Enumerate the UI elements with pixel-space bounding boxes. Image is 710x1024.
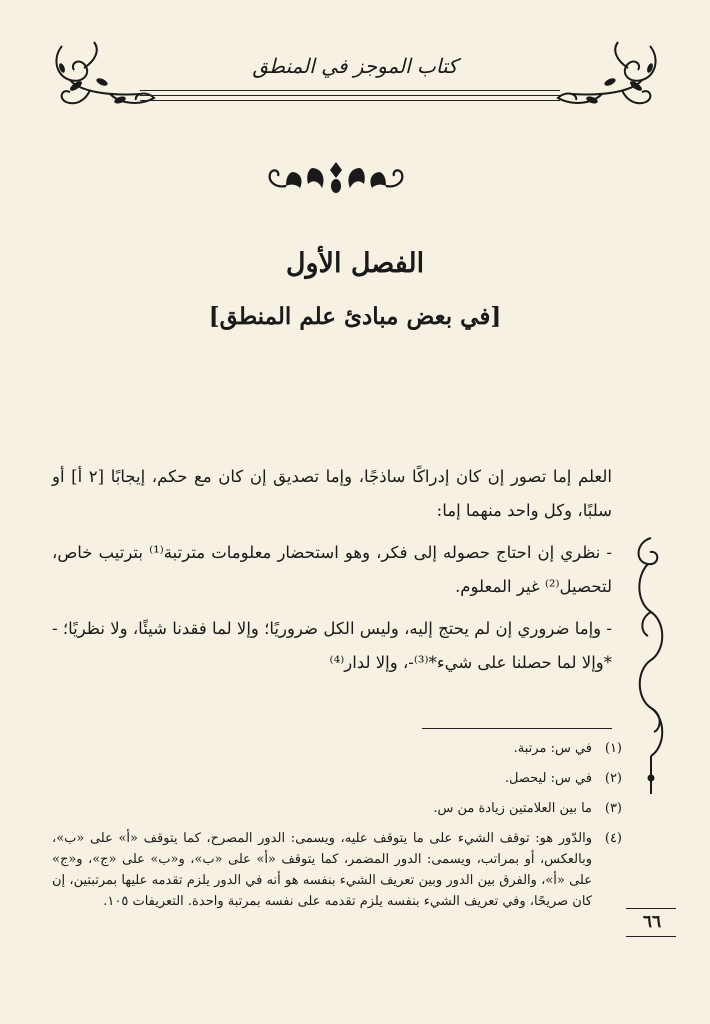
footnote-item: [52, 768, 622, 789]
page-number-rule-bottom: [626, 936, 676, 937]
body-paragraph-1: العلم إما تصور إن كان إدراكًا ساذجًا، وإما تصديق إن كان مع حكم، إيجابًا [٢ أ] أو سلبًا، وكل واحد منهما إما:: [52, 467, 612, 520]
footnote-number: (٣): [604, 801, 622, 816]
header-rule-3: [140, 100, 560, 101]
body-paragraph-2: - نظري إن احتاج حصوله إلى فكر، وهو استحضار معلومات مترتبة⁽¹⁾ بترتيب خاص، لتحصيل⁽²⁾ غير المعلوم.: [52, 543, 612, 596]
footnote-item: [52, 738, 622, 759]
body-paragraph-3: - وإما ضروري إن لم يحتج إليه، وليس الكل ضروريًا؛ وإلا لما فقدنا شيئًا، ولا نظريًا؛ - *وإلا لما حصلنا على شيء*⁽³⁾-، وإلا لدار⁽⁴⁾: [52, 619, 612, 672]
footnote-number: (٤): [604, 831, 622, 846]
footnote-text: في س: ليحصل.: [504, 771, 592, 786]
right-scroll-ornament: [558, 42, 656, 103]
page-number: ٦٦: [642, 912, 662, 932]
header-rule-2: [140, 95, 560, 96]
page-number-rule-top: [626, 908, 676, 909]
footnote-rule: [422, 728, 612, 729]
header-rule-1: [140, 90, 560, 91]
footnote-number: (١): [604, 741, 622, 756]
body-text: [52, 460, 612, 680]
chapter-title: الفصل الأول: [285, 248, 425, 279]
footnote-item: [52, 828, 622, 912]
side-scroll-ornament: [626, 532, 676, 802]
running-head: كتاب الموجز في المنطق: [252, 54, 458, 78]
chapter-subtitle: [في بعض مبادئ علم المنطق]: [208, 303, 502, 330]
footnote-text: والدّور هو: توقف الشيء على ما يتوقف عليه، ويسمى: الدور المصرح، كما يتوقف «أ» على «ب»، وبالعكس، أو بمراتب، ويسمى: الدور المضمر، كما يتوقف «أ» على «ب»، و«ب» على «ج»، و«ج» على «أ»، والفرق بين الدور وبين تعريف الشيء بنفسه هو أنه في الدور يلزم تقدمه عليها بمرتبتين، إن كان صريحًا، وفي تعريف الشيء بنفسه يلزم تقدمه على نفسه بمرتبة واحدة. التعريفات ١٠٥.: [52, 831, 592, 909]
footnote-number: (٢): [604, 771, 622, 786]
footnote-item: [52, 798, 622, 819]
chapter-flourish-ornament: [262, 158, 410, 198]
footnote-text: في س: مرتبة.: [513, 741, 592, 756]
footnote-text: ما بين العلامتين زيادة من س.: [433, 801, 592, 816]
footnotes: [52, 738, 622, 921]
